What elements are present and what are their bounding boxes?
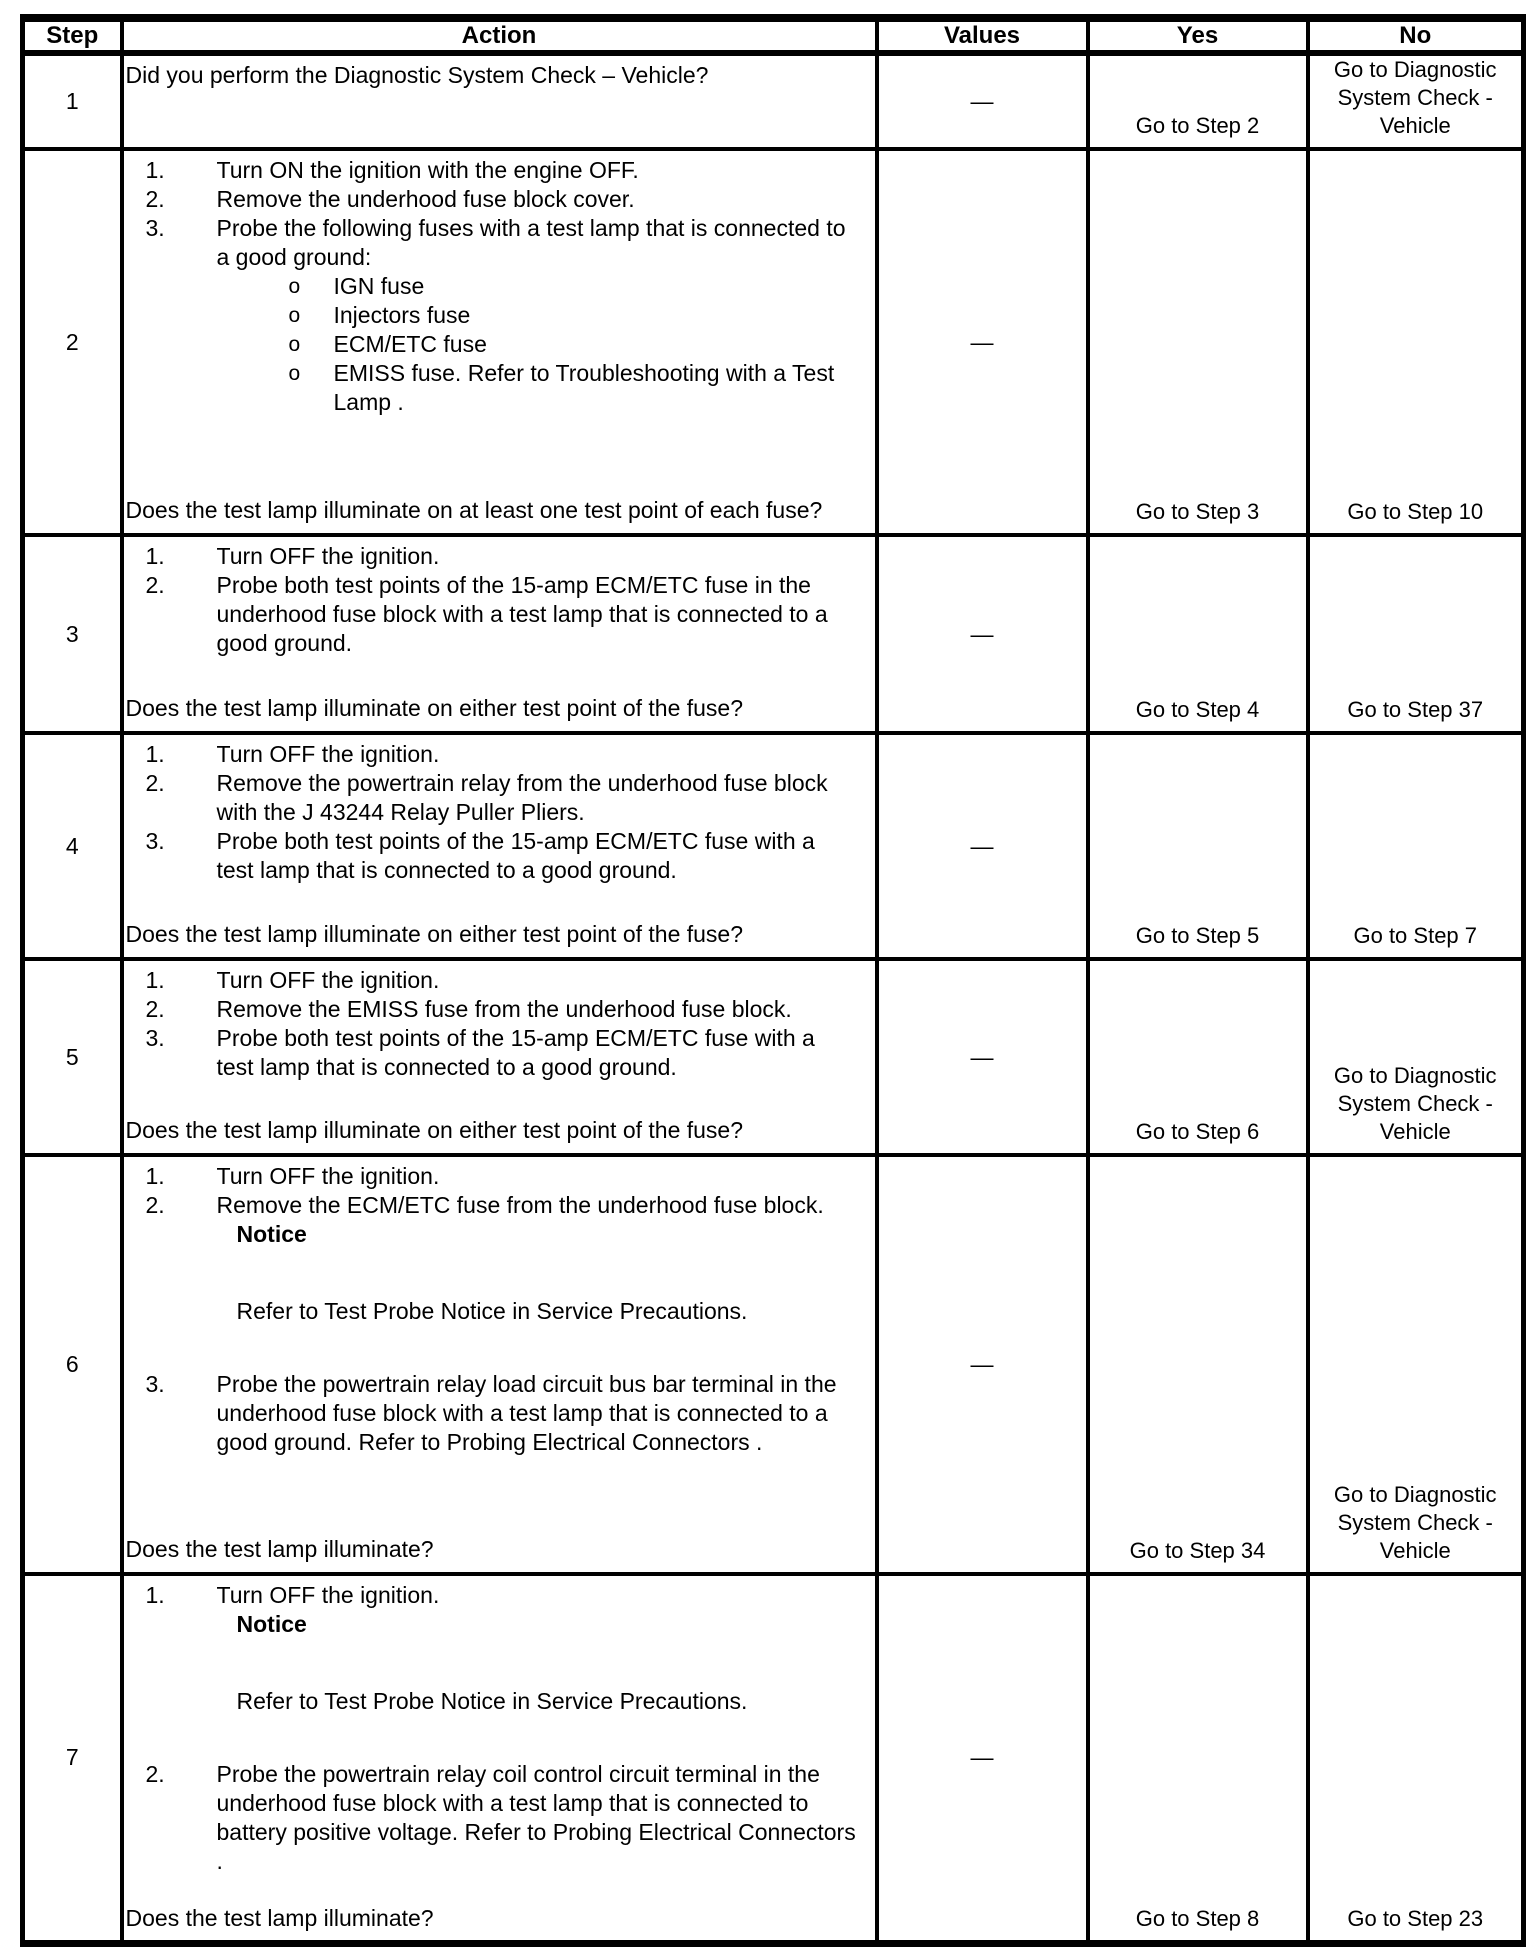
values-dash: — bbox=[970, 1744, 994, 1771]
bullet-text: Injectors fuse bbox=[333, 302, 471, 328]
yes-cell bbox=[1088, 535, 1308, 733]
yes-cell bbox=[1088, 1155, 1308, 1574]
item-text: Remove the underhood fuse block cover. bbox=[216, 186, 635, 212]
table-row-step-5 bbox=[23, 959, 1524, 1155]
item-number: 3. bbox=[145, 1371, 165, 1397]
item-text: Turn OFF the ignition. bbox=[216, 1163, 440, 1189]
bullet-text: ECM/ETC fuse bbox=[333, 331, 487, 357]
item-number: 1. bbox=[145, 967, 165, 993]
action-question: Does the test lamp illuminate on either test point of the fuse? bbox=[125, 1117, 744, 1143]
yes-cell bbox=[1088, 959, 1308, 1155]
values-dash: — bbox=[970, 620, 994, 647]
action-question: Does the test lamp illuminate? bbox=[125, 1905, 434, 1931]
action-list-item bbox=[126, 827, 873, 885]
item-text: Probe both test points of the 15-amp ECM/ETC fuse in the underhood fuse block with a test lamp that is connected to a good ground. bbox=[216, 572, 828, 656]
table-row-step-1 bbox=[23, 53, 1524, 149]
no-text: Go to Diagnostic System Check - Vehicle bbox=[1333, 57, 1497, 138]
item-number: 3. bbox=[145, 1025, 165, 1051]
action-list-item bbox=[126, 1024, 873, 1082]
table-row-step-4 bbox=[23, 733, 1524, 959]
bullet-text: IGN fuse bbox=[333, 273, 425, 299]
no-text: Go to Diagnostic System Check - Vehicle bbox=[1333, 1063, 1497, 1144]
action-list-item bbox=[126, 740, 873, 769]
values-cell bbox=[877, 733, 1088, 959]
step-number: 4 bbox=[23, 733, 122, 959]
item-number: 1. bbox=[145, 157, 165, 183]
item-number: 2. bbox=[145, 1761, 165, 1787]
table-row-step-6 bbox=[23, 1155, 1524, 1574]
action-list-item bbox=[126, 995, 873, 1024]
yes-cell bbox=[1088, 149, 1308, 535]
step-number: 1 bbox=[23, 53, 122, 149]
action-cell bbox=[122, 53, 877, 149]
item-number: 2. bbox=[145, 770, 165, 796]
item-number: 1. bbox=[145, 741, 165, 767]
item-text: Probe the powertrain relay load circuit bus bar terminal in the underhood fuse block with a test lamp that is connected to a good ground. Refer to Probing Electrical Connectors . bbox=[216, 1371, 837, 1455]
yes-cell bbox=[1088, 1574, 1308, 1943]
action-question: Did you perform the Diagnostic System Check – Vehicle? bbox=[125, 62, 709, 88]
col-header-no: No bbox=[1308, 18, 1524, 53]
table-row-step-7 bbox=[23, 1574, 1524, 1943]
action-list-item bbox=[126, 1191, 873, 1220]
item-text: Probe the following fuses with a test lamp that is connected to a good ground: bbox=[216, 215, 846, 270]
no-text: Go to Step 7 bbox=[1353, 923, 1478, 948]
item-text: Remove the ECM/ETC fuse from the underhood fuse block. bbox=[216, 1192, 824, 1218]
yes-text: Go to Step 5 bbox=[1135, 923, 1260, 948]
item-text: Turn OFF the ignition. bbox=[216, 741, 440, 767]
values-dash: — bbox=[970, 328, 994, 355]
action-cell bbox=[122, 1574, 877, 1943]
values-cell bbox=[877, 959, 1088, 1155]
no-text: Go to Step 37 bbox=[1347, 697, 1484, 722]
step-number: 6 bbox=[23, 1155, 122, 1574]
values-dash: — bbox=[970, 1043, 994, 1070]
col-header-values: Values bbox=[877, 18, 1088, 53]
item-number: 1. bbox=[145, 1582, 165, 1608]
values-dash: — bbox=[970, 1351, 994, 1377]
bullet-item bbox=[126, 301, 873, 330]
item-number: 2. bbox=[145, 186, 165, 212]
item-number: 3. bbox=[145, 215, 165, 241]
yes-text: Go to Step 4 bbox=[1135, 697, 1260, 722]
item-number: 1. bbox=[145, 1163, 165, 1189]
action-list-item bbox=[126, 542, 873, 571]
bullet-marker: o bbox=[288, 333, 301, 356]
action-list-item bbox=[126, 769, 873, 827]
no-text: Go to Diagnostic System Check - Vehicle bbox=[1333, 1482, 1497, 1563]
col-header-step: Step bbox=[23, 18, 122, 53]
action-list-item bbox=[126, 214, 873, 272]
action-list-item bbox=[126, 1581, 873, 1610]
table-row-step-3 bbox=[23, 535, 1524, 733]
step-number: 3 bbox=[23, 535, 122, 733]
action-question: Does the test lamp illuminate on at least one test point of each fuse? bbox=[125, 497, 823, 523]
item-number: 2. bbox=[145, 1192, 165, 1218]
step-number: 7 bbox=[23, 1574, 122, 1943]
notice-text: Refer to Test Probe Notice in Service Precautions. bbox=[236, 1688, 748, 1714]
item-number: 2. bbox=[145, 996, 165, 1022]
step-number: 2 bbox=[23, 149, 122, 535]
col-header-yes: Yes bbox=[1088, 18, 1308, 53]
yes-text: Go to Step 2 bbox=[1135, 113, 1260, 138]
no-cell bbox=[1308, 53, 1524, 149]
item-text: Probe the powertrain relay coil control circuit terminal in the underhood fuse block with a test lamp that is connected to battery positive voltage. Refer to Probing Electrical Connectors . bbox=[216, 1761, 856, 1874]
values-cell bbox=[877, 535, 1088, 733]
action-question: Does the test lamp illuminate on either test point of the fuse? bbox=[125, 921, 744, 947]
item-text: Probe both test points of the 15-amp ECM/ETC fuse with a test lamp that is connected to a good ground. bbox=[216, 1025, 815, 1080]
item-text: Turn ON the ignition with the engine OFF. bbox=[216, 157, 639, 183]
header-row bbox=[23, 18, 1524, 53]
action-cell bbox=[122, 959, 877, 1155]
no-cell bbox=[1308, 149, 1524, 535]
no-cell bbox=[1308, 1574, 1524, 1943]
bullet-item bbox=[126, 359, 873, 417]
action-question: Does the test lamp illuminate? bbox=[125, 1536, 434, 1562]
no-text: Go to Step 23 bbox=[1347, 1905, 1484, 1931]
bullet-item bbox=[126, 330, 873, 359]
action-list-item bbox=[126, 1760, 873, 1876]
action-list-item bbox=[126, 156, 873, 185]
item-number: 2. bbox=[145, 572, 165, 598]
action-list-item bbox=[126, 571, 873, 658]
notice-text: Refer to Test Probe Notice in Service Precautions. bbox=[236, 1298, 748, 1324]
no-cell bbox=[1308, 535, 1524, 733]
values-dash: — bbox=[970, 88, 994, 114]
item-text: Probe both test points of the 15-amp ECM/ETC fuse with a test lamp that is connected to a good ground. bbox=[216, 828, 815, 883]
action-cell bbox=[122, 1155, 877, 1574]
item-text: Remove the powertrain relay from the underhood fuse block with the J 43244 Relay Puller Pliers. bbox=[216, 770, 828, 825]
action-list-item bbox=[126, 1370, 873, 1457]
yes-text: Go to Step 3 bbox=[1135, 499, 1260, 524]
values-cell bbox=[877, 1155, 1088, 1574]
no-text: Go to Step 10 bbox=[1347, 499, 1484, 524]
service-manual-page bbox=[0, 14, 1536, 1946]
values-dash: — bbox=[970, 832, 994, 859]
yes-cell bbox=[1088, 53, 1308, 149]
action-list-item bbox=[126, 1162, 873, 1191]
item-text: Turn OFF the ignition. bbox=[216, 1582, 440, 1608]
item-text: Turn OFF the ignition. bbox=[216, 543, 440, 569]
yes-text: Go to Step 6 bbox=[1135, 1119, 1260, 1144]
yes-cell bbox=[1088, 733, 1308, 959]
bullet-item bbox=[126, 272, 873, 301]
action-cell bbox=[122, 149, 877, 535]
table-row-step-2 bbox=[23, 149, 1524, 535]
notice-label: Notice bbox=[236, 1221, 307, 1247]
col-header-action: Action bbox=[122, 18, 877, 53]
action-list-item bbox=[126, 185, 873, 214]
item-text: Remove the EMISS fuse from the underhood fuse block. bbox=[216, 996, 792, 1022]
bullet-marker: o bbox=[288, 362, 301, 385]
yes-text: Go to Step 8 bbox=[1135, 1905, 1260, 1931]
bullet-marker: o bbox=[288, 304, 301, 327]
bullet-marker: o bbox=[288, 275, 301, 298]
notice-label: Notice bbox=[236, 1611, 307, 1637]
values-cell bbox=[877, 149, 1088, 535]
diagnostic-steps-table bbox=[20, 14, 1526, 1947]
bullet-text: EMISS fuse. Refer to Troubleshooting with a Test Lamp . bbox=[333, 360, 835, 415]
yes-text: Go to Step 34 bbox=[1129, 1538, 1266, 1563]
action-cell bbox=[122, 535, 877, 733]
values-cell bbox=[877, 1574, 1088, 1943]
values-cell bbox=[877, 53, 1088, 149]
action-cell bbox=[122, 733, 877, 959]
step-number: 5 bbox=[23, 959, 122, 1155]
action-list-item bbox=[126, 966, 873, 995]
item-number: 1. bbox=[145, 543, 165, 569]
item-number: 3. bbox=[145, 828, 165, 854]
no-cell bbox=[1308, 1155, 1524, 1574]
no-cell bbox=[1308, 959, 1524, 1155]
no-cell bbox=[1308, 733, 1524, 959]
action-question: Does the test lamp illuminate on either test point of the fuse? bbox=[125, 695, 744, 721]
item-text: Turn OFF the ignition. bbox=[216, 967, 440, 993]
